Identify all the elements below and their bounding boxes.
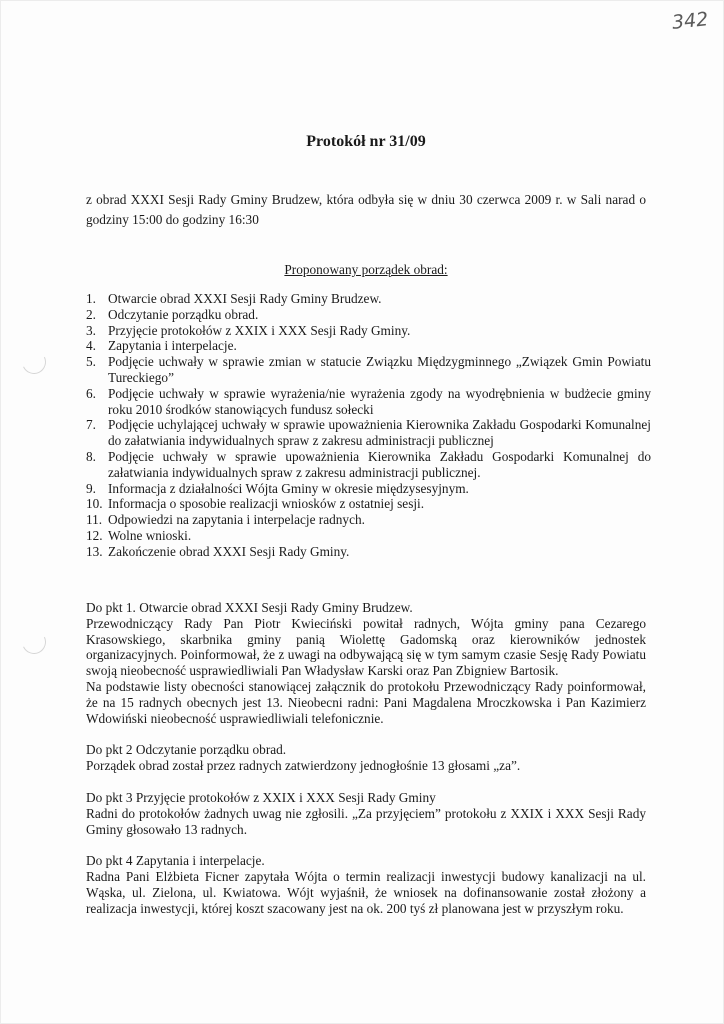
agenda-item-text: Podjęcie uchwały w sprawie upoważnienia Kierownika Zakładu Gospodarki Komunalnej do załatwiania indywidualnych spraw z zakresu administracji publicznej. bbox=[108, 448, 651, 480]
agenda-item-number: 12. bbox=[86, 527, 103, 543]
section-heading: Do pkt 4 Zapytania i interpelacje. bbox=[86, 853, 265, 869]
minutes-sections bbox=[86, 600, 646, 933]
agenda-list bbox=[86, 291, 651, 560]
agenda-item-number: 11. bbox=[86, 512, 103, 528]
agenda-item-text: Odczytanie porządku obrad. bbox=[108, 306, 259, 322]
agenda-item-text: Wolne wnioski. bbox=[108, 527, 192, 543]
handwritten-page-number: 342 bbox=[670, 8, 710, 34]
agenda-item-number: 13. bbox=[86, 543, 103, 559]
section-paragraph: Przewodniczący Rady Pan Piotr Kwieciński powitał radnych, Wójta gminy pana Cezarego Krasowskiego, skarbnika gminy panią Wiolettę Gadomską oraz kierowników jednostek organizacyjnych. Poinformował, że z uwagi na odbywającą się w tym samym czasie Sesję Rady Powiatu swoją nieobecność usprawiedliwiali Pan Władysław Karski oraz Pan Zbigniew Bartosik. bbox=[86, 615, 646, 679]
agenda-item-number: 9. bbox=[86, 480, 96, 496]
agenda-item-number: 2. bbox=[86, 306, 96, 322]
section-paragraph: Na podstawie listy obecności stanowiącej załącznik do protokołu Przewodniczący Rady poinformował, że na 15 radnych obecnych jest 13. Nieobecni radni: Pani Magdalena Mroczkowska i Pan Kazimierz Wdowiński nieobecność usprawiedliwiali telefonicznie. bbox=[86, 678, 646, 726]
minutes-section bbox=[86, 600, 646, 726]
punch-hole-mark bbox=[19, 347, 50, 378]
agenda-item bbox=[86, 417, 651, 449]
agenda-item-text: Odpowiedzi na zapytania i interpelacje radnych. bbox=[108, 512, 365, 528]
section-heading: Do pkt 1. Otwarcie obrad XXXI Sesji Rady Gminy Brudzew. bbox=[86, 600, 413, 615]
agenda-item bbox=[86, 323, 651, 339]
agenda-item-text: Zapytania i interpelacje. bbox=[108, 338, 237, 354]
section-paragraph: Radna Pani Elżbieta Ficner zapytała Wójta o termin realizacji inwestycji budowy kanalizacji na ul. Wąska, ul. Zielona, ul. Kwiatowa. Wójt wyjaśnił, że wniosek na dofinansowanie został złożony a realizacja inwestycji, której koszt szacowany jest na ok. 200 tyś zł planowana jest w przyszłym roku. bbox=[86, 869, 646, 916]
section-paragraph: Radni do protokołów żadnych uwag nie zgłosili. „Za przyjęciem” protokołu z XXIX i XXX Sesji Rady Gminy głosowało 13 radnych. bbox=[86, 805, 646, 837]
agenda-item-text: Podjęcie uchwały w sprawie wyrażenia/nie wyrażenia zgody na wyodrębnienia w budżecie gminy roku 2010 środków stanowiących fundusz sołecki bbox=[108, 385, 651, 417]
agenda-item-number: 1. bbox=[86, 291, 96, 306]
agenda-item bbox=[86, 386, 651, 418]
agenda-item bbox=[86, 512, 651, 528]
agenda-item-number: 3. bbox=[86, 322, 96, 338]
agenda-item-number: 7. bbox=[86, 417, 96, 433]
agenda-item bbox=[86, 354, 651, 386]
minutes-section bbox=[86, 853, 646, 916]
section-paragraph: Porządek obrad został przez radnych zatwierdzony jednogłośnie 13 głosami „za”. bbox=[86, 758, 521, 774]
agenda-item-text: Podjęcie uchwały w sprawie zmian w statucie Związku Międzygminnego „Związek Gmin Powiatu Tureckiego” bbox=[108, 354, 651, 385]
agenda-item-text: Zakończenie obrad XXXI Sesji Rady Gminy. bbox=[108, 543, 350, 559]
agenda-item-number: 5. bbox=[86, 354, 96, 370]
agenda-item bbox=[86, 307, 651, 323]
section-heading: Do pkt 3 Przyjęcie protokołów z XXIX i XXX Sesji Rady Gminy bbox=[86, 789, 436, 805]
agenda-heading: Proponowany porządek obrad: bbox=[284, 262, 448, 277]
agenda-item-text: Informacja o sposobie realizacji wniosków z ostatniej sesji. bbox=[108, 496, 425, 512]
minutes-section bbox=[86, 742, 646, 774]
agenda-item bbox=[86, 496, 651, 512]
agenda-item bbox=[86, 449, 651, 481]
section-heading: Do pkt 2 Odczytanie porządku obrad. bbox=[86, 742, 287, 758]
agenda-item-number: 6. bbox=[86, 385, 96, 401]
agenda-item-text: Otwarcie obrad XXXI Sesji Rady Gminy Brudzew. bbox=[108, 291, 382, 306]
agenda-item bbox=[86, 544, 651, 560]
agenda-item-number: 10. bbox=[86, 496, 103, 512]
minutes-section bbox=[86, 790, 646, 837]
agenda-item-text: Przyjęcie protokołów z XXIX i XXX Sesji Rady Gminy. bbox=[108, 322, 411, 338]
agenda-item-number: 8. bbox=[86, 448, 96, 464]
intro-paragraph: z obrad XXXI Sesji Rady Gminy Brudzew, która odbyła się w dniu 30 czerwca 2009 r. w Sali narad o godziny 15:00 do godziny 16:30 bbox=[86, 192, 646, 227]
agenda-item-number: 4. bbox=[86, 338, 96, 354]
agenda-item-text: Informacja z działalności Wójta Gminy w okresie międzysesyjnym. bbox=[108, 480, 469, 496]
agenda-item bbox=[86, 338, 651, 354]
punch-hole-mark bbox=[19, 627, 50, 658]
agenda-item bbox=[86, 291, 651, 307]
agenda-item bbox=[86, 481, 651, 497]
agenda-item-text: Podjęcie uchylającej uchwały w sprawie upoważnienia Kierownika Zakładu Gospodarki Komunalnej do załatwiania indywidualnych spraw z zakresu administracji publicznej bbox=[108, 417, 651, 449]
agenda-item bbox=[86, 528, 651, 544]
document-title: Protokół nr 31/09 bbox=[306, 133, 426, 150]
